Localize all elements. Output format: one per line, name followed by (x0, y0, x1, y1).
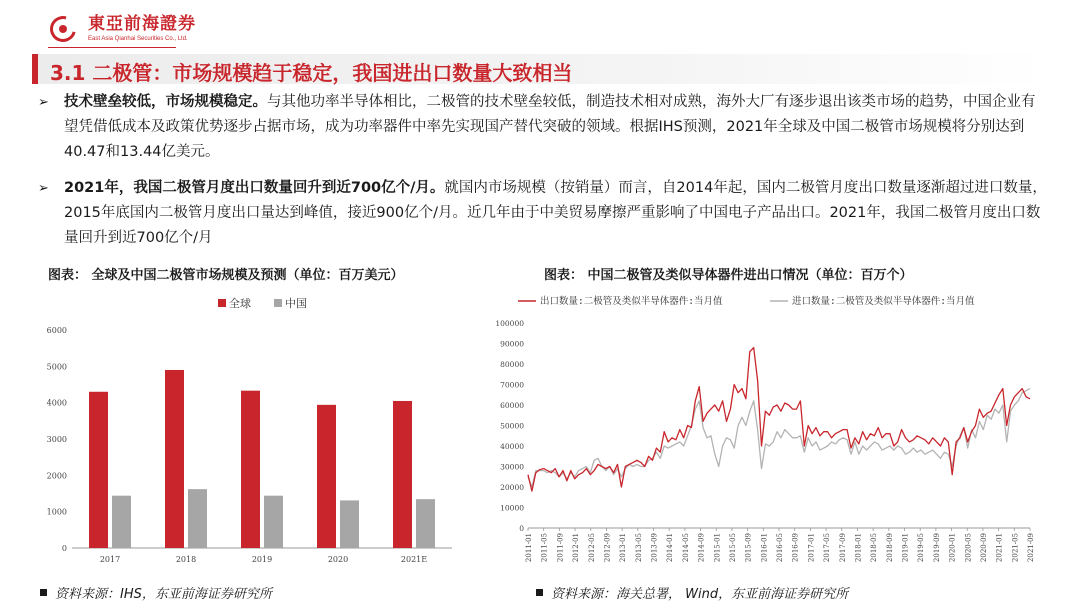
company-name-cn: 東亞前海證券 (88, 14, 196, 34)
x-tick-label: 2019-05 (917, 533, 926, 563)
figure-title-market-size: 图表： 全球及中国二极管市场规模及预测（单位：百万美元） (48, 268, 404, 283)
bar-china (188, 489, 207, 548)
bullet-text: 就国内市场规模（按销量）而言，自2014年起，国内二极管月度出口数量逐渐超过进口数量，2015年底国内二极管月度出口量达到峰值，接近900亿个/月。近几年由于中美贸易摩擦严重影响了中国电子产品出口。2021年，我国二极管月度出口数量回升到近700亿个/月 (64, 180, 1047, 246)
y-tick-label: 2000 (46, 471, 67, 481)
x-tick-label: 2020-09 (979, 533, 988, 563)
x-tick-label: 2018-01 (854, 533, 863, 563)
x-tick-label: 2017-09 (838, 533, 847, 563)
bullet-arrow-icon: ➢ (38, 95, 49, 110)
bar-china (264, 496, 283, 548)
y-tick-label: 1000 (46, 507, 67, 517)
y-tick-label: 0 (61, 544, 67, 553)
x-tick-label: 2012-01 (572, 533, 581, 563)
company-logo-icon (48, 14, 82, 44)
x-tick-label: 2014-09 (697, 533, 706, 563)
y-tick-label: 70000 (500, 380, 524, 390)
x-tick-label: 2020 (327, 555, 349, 564)
legend-swatch (274, 299, 282, 307)
bar-china (416, 499, 435, 548)
x-tick-label: 2015-05 (728, 533, 737, 563)
x-tick-label: 2014-05 (681, 533, 690, 563)
x-tick-label: 2018 (175, 555, 197, 564)
x-tick-label: 2015-01 (713, 533, 722, 563)
series-line-export (528, 348, 1030, 492)
legend-label: 中国 (285, 297, 307, 310)
square-bullet-icon (40, 589, 47, 596)
bullet-market-stable (38, 90, 1048, 165)
bar-global (317, 405, 336, 548)
y-tick-label: 40000 (500, 442, 524, 451)
x-tick-label: 2020-05 (964, 533, 973, 563)
x-tick-label: 2018-09 (885, 533, 894, 563)
bar-china (340, 500, 359, 548)
bar-global (241, 391, 260, 548)
bullet-arrow-icon: ➢ (38, 181, 49, 196)
y-tick-label: 3000 (46, 435, 67, 444)
x-tick-label: 2016-09 (791, 533, 800, 563)
y-tick-label: 20000 (500, 483, 524, 492)
source-text: 资料来源：海关总署， Wind，东亚前海证券研究所 (551, 587, 849, 602)
company-logo (48, 12, 196, 46)
x-tick-label: 2017 (99, 555, 121, 564)
source-text: 资料来源：IHS，东亚前海证券研究所 (55, 587, 272, 602)
series-line-import (528, 389, 1030, 487)
source-note-right (536, 583, 848, 602)
figure-title-import-export: 图表： 中国二极管及类似导体器件进出口情况（单位：百万个） (544, 268, 913, 283)
x-tick-label: 2016-01 (760, 533, 769, 563)
x-tick-label: 2013-05 (634, 533, 643, 563)
y-tick-label: 10000 (500, 503, 524, 513)
y-tick-label: 80000 (500, 360, 524, 369)
x-tick-label: 2017-01 (807, 533, 816, 563)
x-tick-label: 2019-09 (932, 533, 941, 563)
legend-label: 进口数量:二极管及类似半导体器件:当月值 (792, 296, 975, 307)
x-tick-label: 2011-09 (556, 533, 565, 563)
x-tick-label: 2014-01 (666, 533, 675, 563)
bar-chart-market-size (40, 290, 460, 580)
y-tick-label: 0 (519, 524, 524, 533)
x-tick-label: 2021-05 (1011, 533, 1020, 563)
x-tick-label: 2021-09 (1027, 533, 1035, 563)
legend-swatch (218, 299, 226, 307)
x-tick-label: 2013-01 (619, 533, 628, 563)
company-name-en: East Asia Qianhai Securities Co., Ltd. (88, 36, 188, 42)
y-tick-label: 4000 (46, 398, 67, 408)
x-tick-label: 2012-05 (587, 533, 596, 563)
legend-label: 全球 (229, 297, 251, 310)
title-accent-bar (32, 54, 38, 84)
bullet-export-volume (38, 176, 1048, 251)
bar-global (89, 392, 108, 548)
x-tick-label: 2019-01 (901, 533, 910, 563)
x-tick-label: 2011-05 (540, 533, 549, 563)
header-divider (48, 47, 176, 48)
page-title: 3.1 二极管：市场规模趋于稳定，我国进出口数量大致相当 (50, 61, 573, 85)
legend-label: 出口数量:二极管及类似半导体器件:当月值 (540, 296, 723, 307)
x-tick-label: 2012-09 (603, 533, 612, 563)
bar-global (393, 401, 412, 548)
x-tick-label: 2019 (251, 555, 273, 564)
square-bullet-icon (536, 589, 543, 596)
source-note-left (40, 583, 272, 602)
y-tick-label: 30000 (500, 462, 524, 472)
y-tick-label: 5000 (46, 362, 67, 372)
y-tick-label: 100000 (495, 319, 524, 328)
x-tick-label: 2015-09 (744, 533, 753, 563)
x-tick-label: 2018-05 (870, 533, 879, 563)
bar-global (165, 370, 184, 548)
bullet-text: 与其他功率半导体相比，二极管的技术壁垒较低，制造技术相对成熟，海外大厂有逐步退出该类市场的趋势，中国企业有望凭借低成本及政策优势逐步占据市场，成为功率器件中率先实现国产替代突破的领域。根据IHS预测，2021年全球及中国二极管市场规模将分别达到40.47和13.44亿美元。 (64, 94, 1036, 160)
x-tick-label: 2013-09 (650, 533, 659, 563)
y-tick-label: 90000 (500, 339, 524, 349)
y-tick-label: 50000 (500, 421, 524, 431)
y-tick-label: 60000 (500, 401, 524, 410)
x-tick-label: 2021-01 (995, 533, 1004, 563)
x-tick-label: 2011-01 (525, 533, 533, 563)
bullet-lead: 技术壁垒较低，市场规模稳定。 (64, 94, 267, 110)
x-tick-label: 2016-05 (776, 533, 784, 563)
x-tick-label: 2021E (400, 555, 428, 564)
x-tick-label: 2017-05 (823, 533, 832, 563)
y-tick-label: 6000 (46, 326, 67, 335)
bullet-lead: 2021年，我国二极管月度出口数量回升到近700亿个/月。 (64, 180, 445, 196)
bar-china (112, 496, 131, 548)
line-chart-import-export (496, 290, 1036, 580)
x-tick-label: 2020-01 (948, 533, 957, 563)
